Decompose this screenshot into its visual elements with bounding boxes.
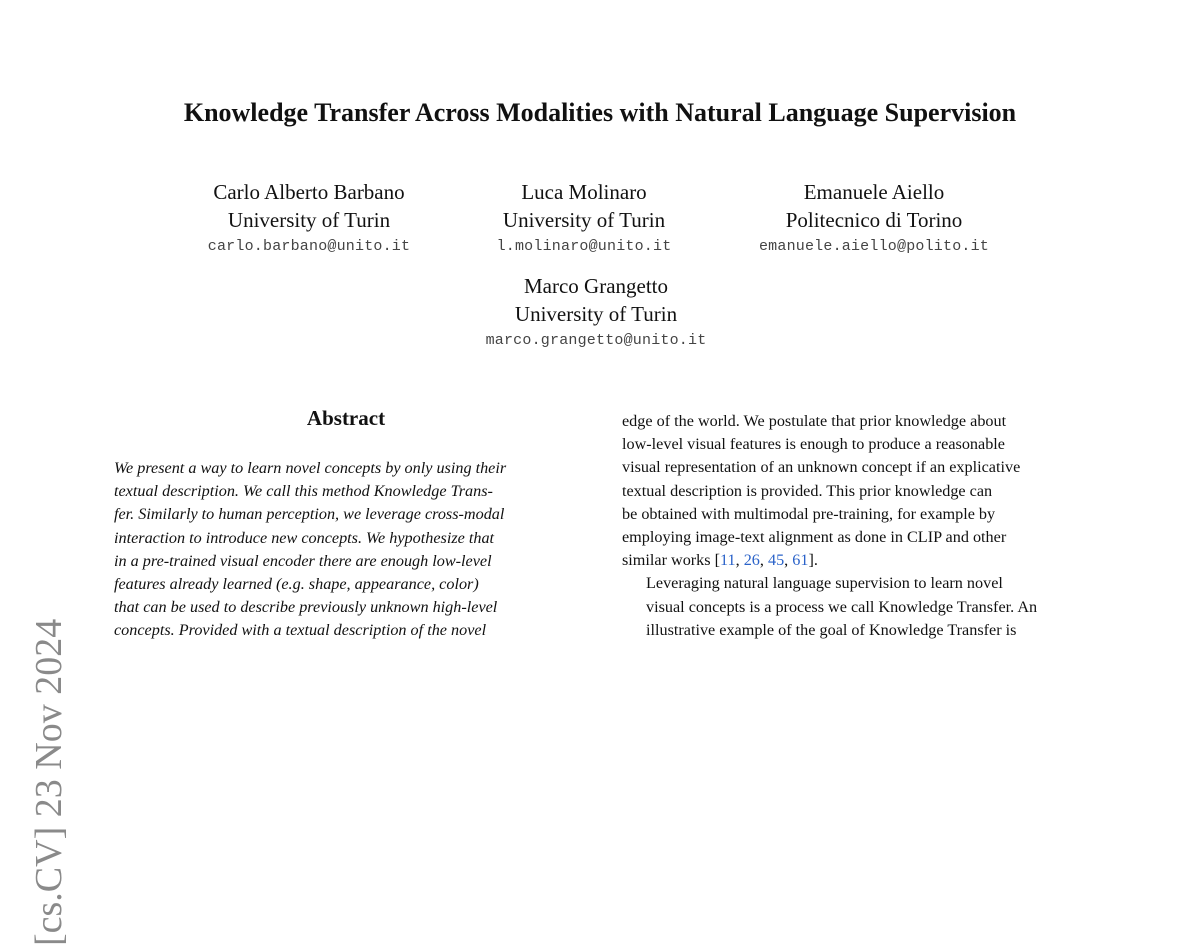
body-line: visual concepts is a process we call Knowledge Transfer. An xyxy=(646,597,1038,616)
paper-title: Knowledge Transfer Across Modalities with Natural Language Supervision xyxy=(183,98,1017,127)
intro-column xyxy=(622,410,1086,642)
abstract-line: concepts. Provided with a textual description of the novel xyxy=(114,621,487,640)
abstract-line: in a pre-trained visual encoder there are enough low-level xyxy=(114,551,492,570)
abstract-text xyxy=(114,457,580,643)
body-line: Leveraging natural language supervision to learn novel xyxy=(646,574,1003,593)
author-affiliation: University of Turin xyxy=(227,208,391,232)
abstract-line: that can be used to describe previously unknown high-level xyxy=(114,598,498,617)
author-email[interactable]: l.molinaro@unito.it xyxy=(496,238,672,255)
body-line: edge of the world. We postulate that prior knowledge about xyxy=(622,412,1007,430)
abstract-line: features already learned (e.g. shape, appearance, color) xyxy=(114,575,479,594)
author-email[interactable]: emanuele.aiello@polito.it xyxy=(758,238,990,255)
abstract-line: We present a way to learn novel concepts by only using their xyxy=(114,459,507,477)
author-affiliation: Politecnico di Torino xyxy=(785,208,963,232)
author-block-4 xyxy=(446,272,746,349)
citation-link[interactable]: 61 xyxy=(792,551,809,570)
citation-link[interactable]: 45 xyxy=(767,551,785,570)
author-affiliation: University of Turin xyxy=(514,302,678,326)
citation-link[interactable]: 11 xyxy=(720,551,736,570)
citation-prefix: similar works [ xyxy=(622,551,721,570)
arxiv-sidebar-stamp xyxy=(24,300,74,946)
body-line: textual description is provided. This prior knowledge can xyxy=(622,481,993,500)
author-affiliation: University of Turin xyxy=(502,208,666,232)
abstract-line: textual description. We call this method Knowledge Trans- xyxy=(114,482,493,501)
body-line: employing image-text alignment as done in CLIP and other xyxy=(622,528,1007,547)
body-line: illustrative example of the goal of Knowledge Transfer is xyxy=(646,620,1017,639)
author-block-3 xyxy=(724,178,1024,255)
body-line: low-level visual features is enough to produce a reasonable xyxy=(622,435,1005,454)
body-line: be obtained with multimodal pre-training, for example by xyxy=(622,504,996,523)
intro-paragraph-1 xyxy=(622,410,1086,572)
body-line-with-citations: similar works [11, 26, 45, 61]. xyxy=(622,551,818,570)
abstract-heading: Abstract xyxy=(306,406,386,430)
author-name: Carlo Alberto Barbano xyxy=(213,180,405,204)
author-email[interactable]: marco.grangetto@unito.it xyxy=(485,332,707,349)
author-name: Emanuele Aiello xyxy=(803,180,945,204)
arxiv-stamp-text: [cs.CV] 23 Nov 2024 xyxy=(28,618,70,946)
abstract-line: interaction to introduce new concepts. We hypothesize that xyxy=(114,528,495,547)
author-block-1 xyxy=(159,178,459,255)
citation-link[interactable]: 26 xyxy=(743,551,760,570)
author-name: Marco Grangetto xyxy=(523,274,669,298)
abstract-line: fer. Similarly to human perception, we leverage cross-modal xyxy=(114,505,505,524)
body-line: visual representation of an unknown concept if an explicative xyxy=(622,458,1021,477)
author-name: Luca Molinaro xyxy=(521,180,647,204)
author-email[interactable]: carlo.barbano@unito.it xyxy=(207,238,411,255)
citation-suffix: ]. xyxy=(808,551,818,570)
author-block-2 xyxy=(434,178,734,255)
intro-paragraph-2 xyxy=(622,572,1086,642)
